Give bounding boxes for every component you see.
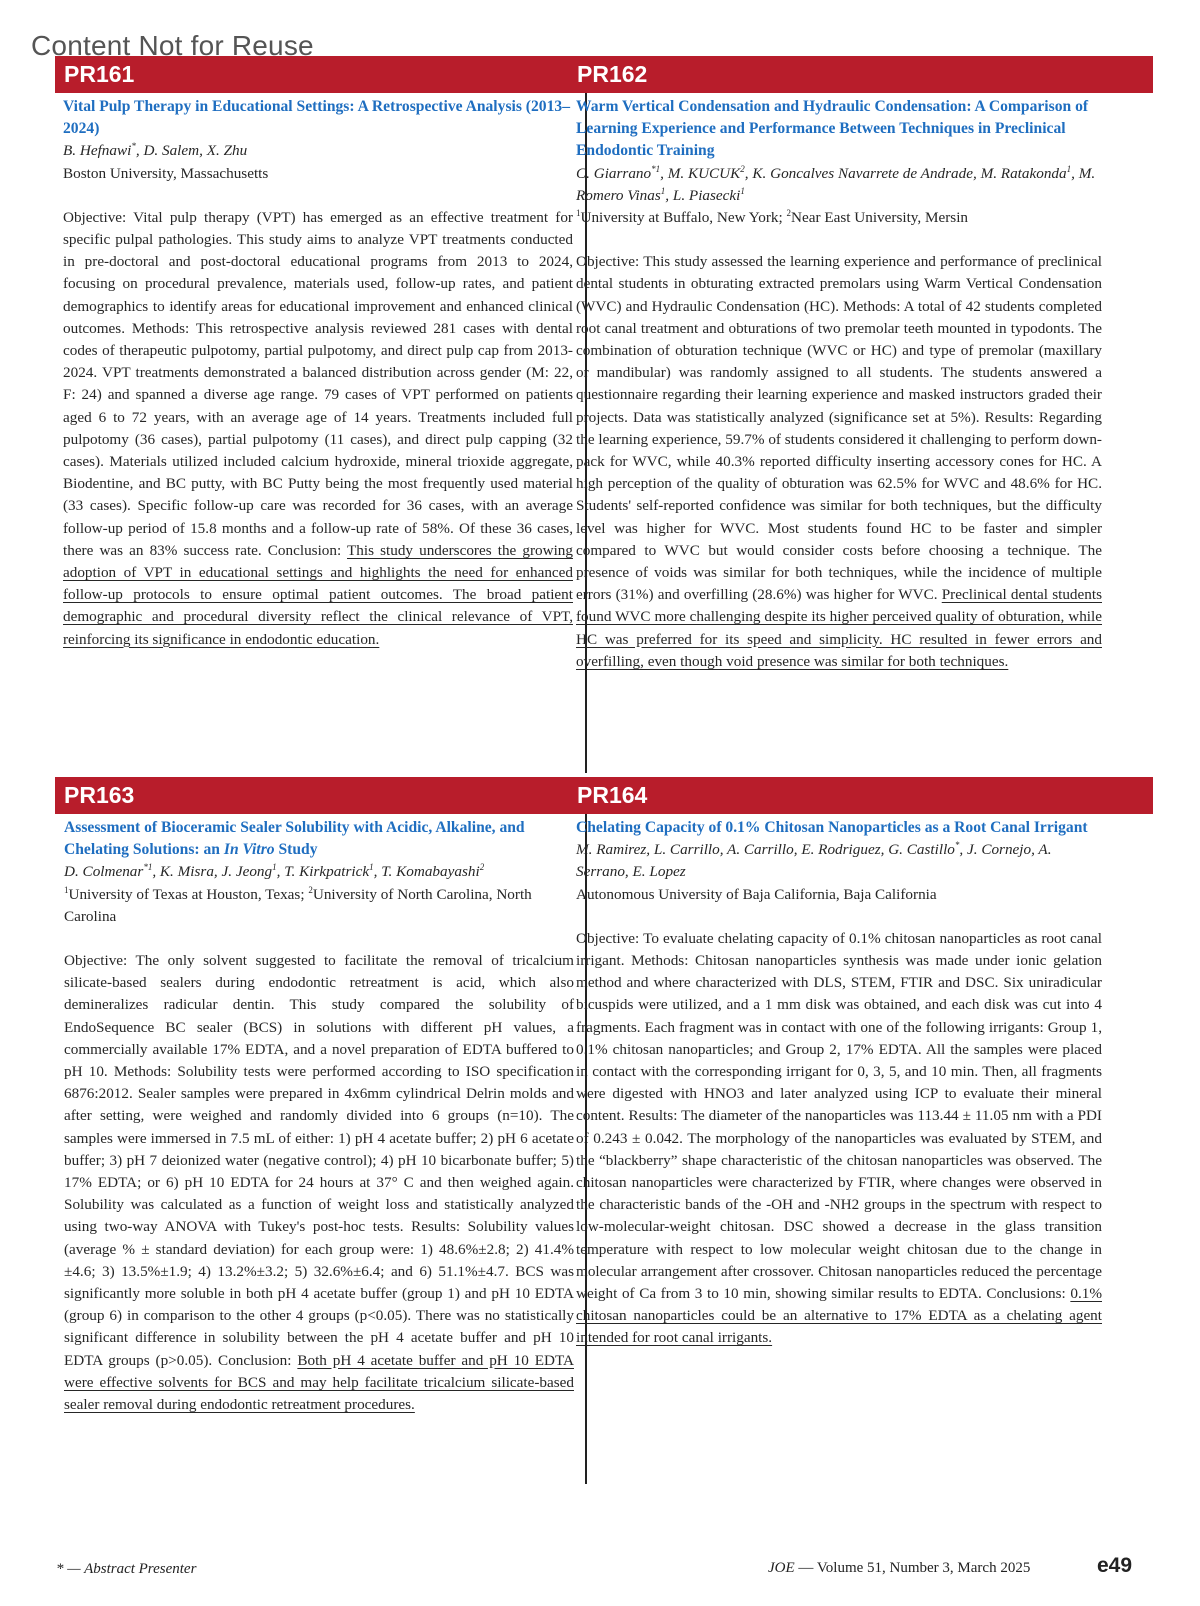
abstract-affiliation: $^1$University of Texas at Houston, Texas; $^2$University of North Carolina, North Carolina <box>64 884 532 925</box>
abstract-affiliation: Boston University, Massachusetts <box>63 164 269 182</box>
presenter-footnote: * — Abstract Presenter <box>56 1561 197 1577</box>
page-number: e49 <box>1097 1554 1133 1577</box>
abstract-body <box>63 207 573 651</box>
abstract-code-pr164: PR164 <box>577 782 648 808</box>
abstract-body-text: Objective: This study assessed the learning experience and performance of preclinical dental students in obturating extracted premolars using Warm Vertical Condensation (WVC) and Hydraulic Condensation (HC). Methods: A total of 42 students completed root canal treatment and obturations of two premolar teeth mounted in typodonts. The combination of obturation technique (WVC or HC) and type of premolar (maxillary or mandibular) was randomly assigned to all students. The students answered a questionnaire regarding their learning experience and masked instructors graded their projects. Data was statistically analyzed (significance set at 5%). Results: Regarding the learning experience, 59.7% of students considered it challenging to perform down-pack for WVC, while 40.3% reported difficulty inserting accessory cones for HC. A high perception of the quality of obturation was 62.5% for WVC and 48.6% for HC. Students' self-reported confidence was similar for both techniques, but the difficulty level was higher for WVC. Most students found HC to be faster and simpler compared to WVC but would consider costs before choosing a technique. The presence of voids was similar for both techniques, while the incidence of multiple errors (31%) and overfilling (28.6%) was higher for WVC. <box>576 253 1102 604</box>
abstract-title: Chelating Capacity of 0.1% Chitosan Nanoparticles as a Root Canal Irrigant <box>576 819 1088 836</box>
abstract-authors: B. Hefnawi*, D. Salem, X. Zhu <box>63 141 248 160</box>
abstract-conclusion: 0.1% chitosan nanoparticles could be an alternative to 17% EDTA as a chelating agent intended for root canal irrigants. <box>576 1285 1102 1347</box>
abstract-pr162 <box>576 96 1102 673</box>
abstract-body <box>576 251 1102 673</box>
watermark: Content Not for Reuse <box>31 30 314 61</box>
abstract-authors: M. Ramirez, L. Carrillo, A. Carrillo, E. Rodriguez, G. Castillo*, J. Cornejo, A. Serrano, E. Lopez <box>576 840 1052 881</box>
abstract-conclusion: Preclinical dental students found WVC more challenging despite its higher perceived quality of obturation, while HC was preferred for its speed and simplicity. HC resulted in fewer errors and overfilling, even though void presence was similar for both techniques. <box>576 586 1102 670</box>
abstract-body-text: Objective: Vital pulp therapy (VPT) has emerged as an effective treatment for specific pulpal pathologies. This study aims to analyze VPT treatments conducted in pre-doctoral and post-doctoral educational programs from 2013 to 2024, focusing on procedural prevalence, materials used, follow-up rates, and patient demographics to identify areas for educational improvement and enhanced clinical outcomes. Methods: This retrospective analysis reviewed 281 cases with dental codes of therapeutic pulpotomy, partial pulpotomy, and direct pulp cap from 2013-2024. VPT treatments demonstrated a balanced distribution across gender (M: 22, F: 24) and spanned a diverse age range. 79 cases of VPT performed on patients aged 6 to 72 years, with an average age of 14 years. Treatments included full pulpotomy (36 cases), partial pulpotomy (11 cases), and direct pulp capping (32 cases). Materials utilized included calcium hydroxide, mineral trioxide aggregate, Biodentine, and BC putty, with BC Putty being the most frequently used material (33 cases). Specific follow-up care was recorded for 36 cases, with an average follow-up period of 15.8 months and a follow-up rate of 58%. Of these 36 cases, there was an 83% success rate. Conclusion: <box>63 208 573 559</box>
abstract-conclusion: This study underscores the growing adoption of VPT in educational settings and highlights the need for enhanced follow-up protocols to ensure optimal patient outcomes. The broad patient demographic and procedural diversity reflect the clinical relevance of VPT, reinforcing its significance in endodontic education. <box>63 541 573 648</box>
abstract-pr163 <box>64 817 574 1416</box>
abstract-code-pr162: PR162 <box>577 61 648 87</box>
abstract-body-text: Objective: The only solvent suggested to facilitate the removal of tricalcium silicate-based sealers during endodontic retreatment is acid, which also demineralizes radicular dentin. This study compared the solubility of EndoSequence BC sealer (BCS) in solutions with different pH values, a commercially available 17% EDTA, and a novel preparation of EDTA buffered to pH 10. Methods: Solubility tests were performed according to ISO specification 6876:2012. Sealer samples were prepared in 4x6mm cylindrical Delrin molds and after setting, were weighed and randomly divided into 6 groups (n=10). The samples were immersed in 7.5 mL of either: 1) pH 4 acetate buffer; 2) pH 6 acetate buffer; 3) pH 7 deionized water (negative control); 4) pH 10 bicarbonate buffer; 5) 17% EDTA; or 6) pH 10 EDTA for 24 hours at 37° C and then weighed again. Solubility was calculated as a function of weight loss and statistically analyzed using two-way ANOVA with Tukey's post-hoc tests. Results: Solubility values (average % ± standard deviation) for each group were: 1) 48.6%±2.8; 2) 41.4%±4.6; 3) 13.5%±1.9; 4) 13.2%±3.2; 5) 32.6%±6.4; and 6) 51.1%±4.7. BCS was significantly more soluble in both pH 4 acetate buffer (group 1) and pH 10 EDTA (group 6) in comparison to the other 4 groups (p<0.05). There was no statistically significant difference in solubility between the pH 4 acetate buffer and pH 10 EDTA groups (p>0.05). Conclusion: <box>64 952 574 1369</box>
abstract-conclusion: Both pH 4 acetate buffer and pH 10 EDTA were effective solvents for BCS and may help facilitate tricalcium silicate-based sealer removal during endodontic retreatment procedures. <box>64 1351 574 1414</box>
abstract-body-text: Objective: To evaluate chelating capacity of 0.1% chitosan nanoparticles as root canal irrigant. Methods: Chitosan nanoparticles synthesis was made under ionic gelation method and where characterized with DLS, STEM, FTIR and DSC. Six uniradicular bicuspids were utilized, and a 1 mm disk was obtained, and each disk was cut into 4 fragments. Each fragment was in contact with one of the following irrigants: Group 1, 0.1% chitosan nanoparticles; and Group 2, 17% EDTA. All the samples were placed in contact with the corresponding irrigant for 0, 3, 5, and 10 min. Then, all fragments were digested with HNO3 and later analyzed using ICP to evaluate their mineral content. Results: The diameter of the nanoparticles was 113.44 ± 11.05 nm with a PDI of 0.243 ± 0.042. The morphology of the nanoparticles was evaluated by STEM, and the “blackberry” shape characteristic of the chitosan nanoparticles was observed. The chitosan nanoparticles were characterized by FTIR, where changes were observed in the characteristic bands of the -OH and -NH2 groups in the spectrum with respect to low-molecular-weight chitosan. DSC showed a decrease in the glass transition temperature with respect to low molecular weight chitosan due to the change in molecular arrangement after crossover. Chitosan nanoparticles reduced the percentage weight of Ca from 3 to 10 min, showing similar results to EDTA. Conclusions: <box>576 929 1102 1303</box>
journal-name: JOE <box>768 1560 795 1576</box>
abstract-code-pr161: PR161 <box>64 61 135 87</box>
abstract-affiliation: Autonomous University of Baja California, Baja California <box>576 885 937 903</box>
abstract-pr164 <box>576 817 1102 1350</box>
abstract-affiliation: $^1$University at Buffalo, New York; $^2$Near East University, Mersin <box>576 207 969 227</box>
abstract-title: Vital Pulp Therapy in Educational Settings: A Retrospective Analysis (2013–2024) <box>63 98 570 138</box>
journal-citation <box>768 1560 1030 1577</box>
abstract-title: Warm Vertical Condensation and Hydraulic Condensation: A Comparison of Learning Experience and Performance Between Techniques in Preclinical Endodontic Training <box>576 98 1089 160</box>
abstract-authors: C. Giarrano$^{*1}$, M. KUCUK$^2$, K. Goncalves Navarrete de Andrade, M. Ratakonda$^1$, M. Romero Vinas$^1$, L. Piasecki$^1$ <box>576 163 1096 204</box>
abstract-code-pr163: PR163 <box>64 782 135 808</box>
abstract-title: Assessment of Bioceramic Sealer Solubility with Acidic, Alkaline, and Chelating Solutions: an In Vitro Study <box>64 819 525 859</box>
abstract-pr161 <box>63 96 573 651</box>
journal-issue: — Volume 51, Number 3, March 2025 <box>794 1560 1031 1576</box>
abstract-body <box>64 950 574 1416</box>
abstract-authors: D. Colmenar$^{*1}$, K. Misra, J. Jeong$^1$, T. Kirkpatrick$^1$, T. Komabayashi$^2$ <box>64 862 485 881</box>
section-band-bottom <box>55 777 1153 814</box>
abstract-body <box>576 928 1102 1350</box>
